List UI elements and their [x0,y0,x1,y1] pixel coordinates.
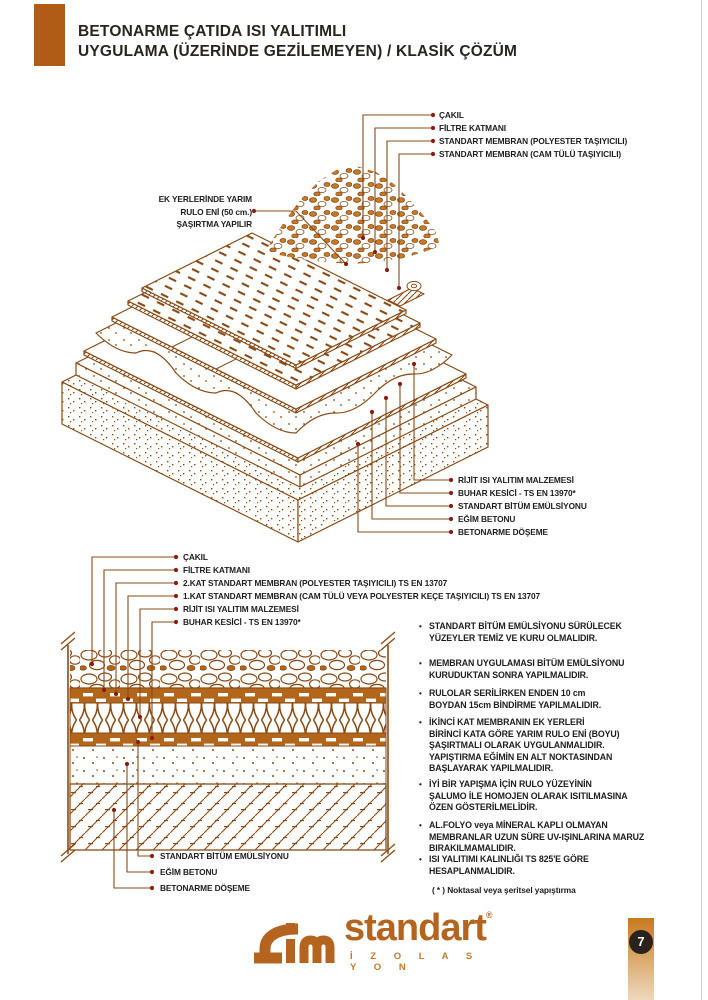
note-1-line: • STANDART BİTÜM EMÜLSİYONU SÜRÜLECEK [429,621,622,631]
note-4-line: YAPIŞTIRMA EĞİMİN EN ALT NOKTASINDAN [429,751,613,762]
note-7-line: • ISI YALITIMI KALINLIĞI TS 825'E GÖRE [429,854,589,864]
page-number-badge: 7 [629,930,653,954]
iso-side-note-line1: EK YERLERİNDE YARIM [158,194,252,204]
iso-label-bitum: STANDART BİTÜM EMÜLSİYONU [458,501,587,511]
iso-label-egim: EĞİM BETONU [458,514,516,524]
note-3 [429,688,701,711]
gravel-pile [266,166,440,264]
note-6-line: • AL.FOLYO veya MİNERAL KAPLI OLMAYAN [429,820,608,830]
page-title-line1: BETONARME ÇATIDA ISI YALITIMLI [78,23,347,40]
section-label-bitum: STANDART BİTÜM EMÜLSİYONU [160,851,289,861]
header-accent-square [34,4,65,66]
section-label-egim: EĞİM BETONU [160,867,218,877]
note-4-line: BAŞLAYARAK YAPILMALIDIR. [429,763,554,774]
section-label-membran2: 2.KAT STANDART MEMBRAN (POLYESTER TAŞIYICILI) TS EN 13707 [183,578,448,588]
brand-wordmark [344,907,493,950]
section-label-rijit: RİJİT ISI YALITIM MALZEMESİ [183,604,299,614]
note-6 [429,820,701,855]
note-6-line: MEMBRANLAR UZUN SÜRE UV-IŞINLARINA MARUZ [429,831,645,842]
iso-label-membran-polyester: STANDART MEMBRAN (POLYESTER TAŞIYICILI) [439,136,628,146]
note-3-line: • RULOLAR SERİLİRKEN ENDEN 10 cm [429,688,586,698]
section-label-filtre: FİLTRE KATMANI [183,565,250,575]
note-4-line: • İKİNCİ KAT MEMBRANIN EK YERLERİ [429,717,585,727]
note-1 [429,621,701,644]
note-5 [429,779,701,814]
note-5-line: • İYİ BİR YAPIŞMA İÇİN RULO YÜZEYİNİN [429,779,592,789]
iso-label-betonarme: BETONARME DÖŞEME [458,527,548,537]
note-3-line: BOYDAN 15cm BİNDİRME YAPILMALIDIR. [429,699,602,710]
brand-subtitle: İ Z O L A S Y O N [350,951,480,973]
page-title [78,22,517,61]
iso-side-note-line3: ŞAŞIRTMA YAPILIR [176,219,252,229]
iso-side-note-line2: RULO ENİ (50 cm.) [180,206,252,217]
section-label-cakil: ÇAKIL [183,552,208,562]
note-7 [429,854,701,877]
section-label-betonarme: BETONARME DÖŞEME [160,883,250,893]
note-4-line: BİRİNCİ KATA GÖRE YARIM RULO ENİ (BOYU) [429,728,620,739]
page-title-line2: UYGULAMA (ÜZERİNDE GEZİLEMEYEN) / KLASİK ÇÖZÜM [78,42,518,60]
section-diagram [61,632,395,862]
section-label-buhar: BUHAR KESİCİ - TS EN 13970* [183,617,301,627]
registered-mark: ® [485,910,493,920]
brand-logo-mark [252,917,342,969]
note-1-line: YÜZEYLER TEMİZ VE KURU OLMALIDIR. [429,632,598,643]
page-edge [701,0,702,1000]
note-7-line: HESAPLANMALIDIR. [429,865,515,876]
note-2-line: KURUDUKTAN SONRA YAPILMALIDIR. [429,669,589,680]
iso-label-rijit: RİJİT ISI YALITIM MALZEMESİ [458,475,574,485]
brand-logo [250,907,493,973]
iso-side-note [106,193,252,231]
note-5-line: ŞALUMO İLE HOMOJEN OLARAK ISITILMASINA [429,790,628,801]
note-2-line: • MEMBRAN UYGULAMASI BİTÜM EMÜLSİYONU [429,658,625,668]
section-label-membran1: 1.KAT STANDART MEMBRAN (CAM TÜLÜ VEYA POLYESTER KEÇE TAŞIYICILI) TS EN 13707 [183,591,541,601]
iso-label-membran-camtulu: STANDART MEMBRAN (CAM TÜLÜ TAŞIYICILI) [439,149,622,159]
footnote: ( * ) Noktasal veya şeritsel yapıştırma [432,885,576,895]
iso-label-cakil: ÇAKIL [439,110,464,120]
note-4-line: ŞAŞIRTMALI OLARAK UYGULANMALIDIR. [429,740,605,751]
note-4 [429,717,701,775]
note-5-line: ÖZEN GÖSTERİLMELİDİR. [429,802,538,813]
note-6-line: BIRAKILMAMALIDIR. [429,843,516,854]
note-2 [429,658,701,681]
iso-label-buhar: BUHAR KESİCİ - TS EN 13970* [458,488,576,498]
brand-name: standart [344,907,486,949]
iso-label-filtre: FİLTRE KATMANI [439,123,506,133]
